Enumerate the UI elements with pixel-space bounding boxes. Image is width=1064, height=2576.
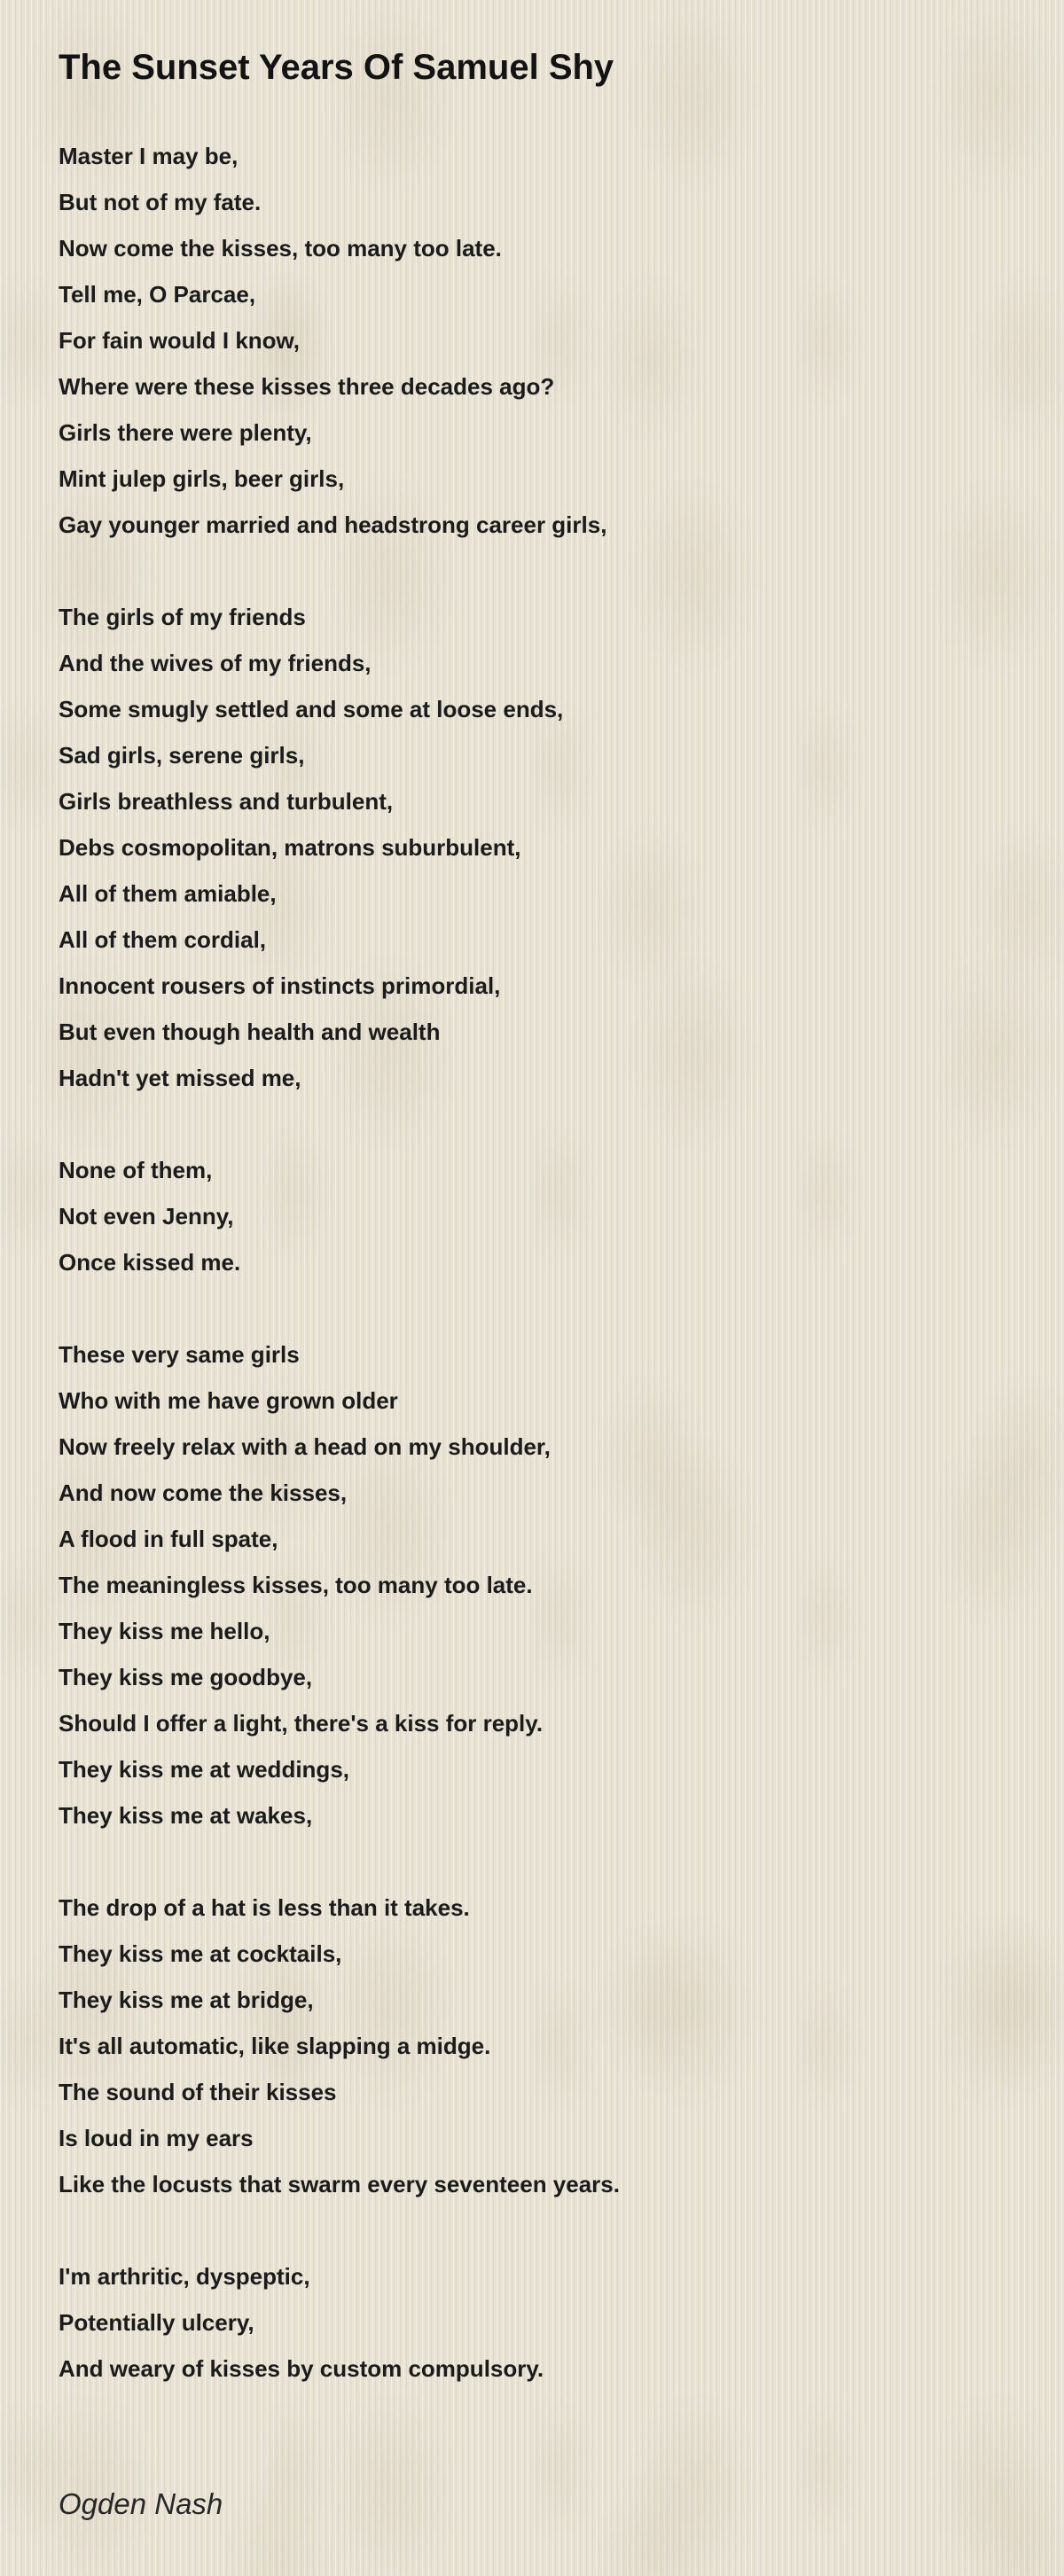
poem-line: Now freely relax with a head on my shoulder, xyxy=(59,1433,551,1460)
poem-line: But even though health and wealth xyxy=(59,1019,441,1045)
poem-line: They kiss me at cocktails, xyxy=(59,1940,342,1967)
poem-line: Now come the kisses, too many too late. xyxy=(59,235,502,262)
stanza xyxy=(59,2253,1011,2392)
poem-line: All of them cordial, xyxy=(59,926,267,953)
poem-line: The meaningless kisses, too many too late. xyxy=(59,1572,533,1598)
poem-line: Potentially ulcery, xyxy=(59,2309,254,2336)
poem-line: They kiss me at bridge, xyxy=(59,1987,314,2013)
poem-line: Should I offer a light, there's a kiss for reply. xyxy=(59,1710,544,1737)
stanza xyxy=(59,133,1011,548)
poem-line: And the wives of my friends, xyxy=(59,650,372,676)
poem-line: Mint julep girls, beer girls, xyxy=(59,465,345,492)
stanza xyxy=(59,1147,1011,1285)
stanza xyxy=(59,1885,1011,2207)
poem-line: And now come the kisses, xyxy=(59,1479,348,1506)
poem-line: Is loud in my ears xyxy=(59,2125,254,2151)
poem-line: Girls breathless and turbulent, xyxy=(59,788,394,815)
poem-line: Master I may be, xyxy=(59,143,239,169)
poem-line: Like the locusts that swarm every seventeen years. xyxy=(59,2171,620,2197)
poem-line: It's all automatic, like slapping a midge. xyxy=(59,2033,491,2059)
poem-line: Tell me, O Parcae, xyxy=(59,281,256,308)
poem-line: Not even Jenny, xyxy=(59,1203,234,1229)
poem-line: Sad girls, serene girls, xyxy=(59,742,305,769)
poem-line: Innocent rousers of instincts primordial, xyxy=(59,972,501,999)
poem-line: A flood in full spate, xyxy=(59,1526,278,1552)
poem-line: None of them, xyxy=(59,1157,213,1183)
poem-line: Who with me have grown older xyxy=(59,1387,398,1414)
poem-line: Girls there were plenty, xyxy=(59,419,312,446)
poem-line: These very same girls xyxy=(59,1341,300,1368)
poem-line: Gay younger married and headstrong career girls, xyxy=(59,511,607,538)
poem-line: The girls of my friends xyxy=(59,604,306,630)
poem-line: The drop of a hat is less than it takes. xyxy=(59,1894,470,1921)
poem-line: But not of my fate. xyxy=(59,189,262,215)
poem-line: Debs cosmopolitan, matrons suburbulent, xyxy=(59,834,521,861)
poem-line: I'm arthritic, dyspeptic, xyxy=(59,2263,310,2290)
poem-line: Where were these kisses three decades ago? xyxy=(59,373,555,400)
poem-line: They kiss me goodbye, xyxy=(59,1664,313,1690)
poem-author: Ogden Nash xyxy=(59,2487,223,2520)
poem-line: All of them amiable, xyxy=(59,880,277,907)
poem-line: They kiss me hello, xyxy=(59,1618,270,1644)
poem-line: They kiss me at wakes, xyxy=(59,1802,313,1829)
poem-line: And weary of kisses by custom compulsory. xyxy=(59,2355,544,2382)
poem-line: Once kissed me. xyxy=(59,1249,241,1276)
poem-title: The Sunset Years Of Samuel Shy xyxy=(59,48,614,87)
poem-body xyxy=(59,133,1011,2392)
stanza xyxy=(59,594,1011,1101)
poem-line: The sound of their kisses xyxy=(59,2079,337,2105)
stanza xyxy=(59,1331,1011,1838)
poem-line: Hadn't yet missed me, xyxy=(59,1065,301,1091)
poem-line: They kiss me at weddings, xyxy=(59,1756,349,1783)
poem-line: Some smugly settled and some at loose ends, xyxy=(59,696,564,722)
poem-line: For fain would I know, xyxy=(59,327,301,354)
